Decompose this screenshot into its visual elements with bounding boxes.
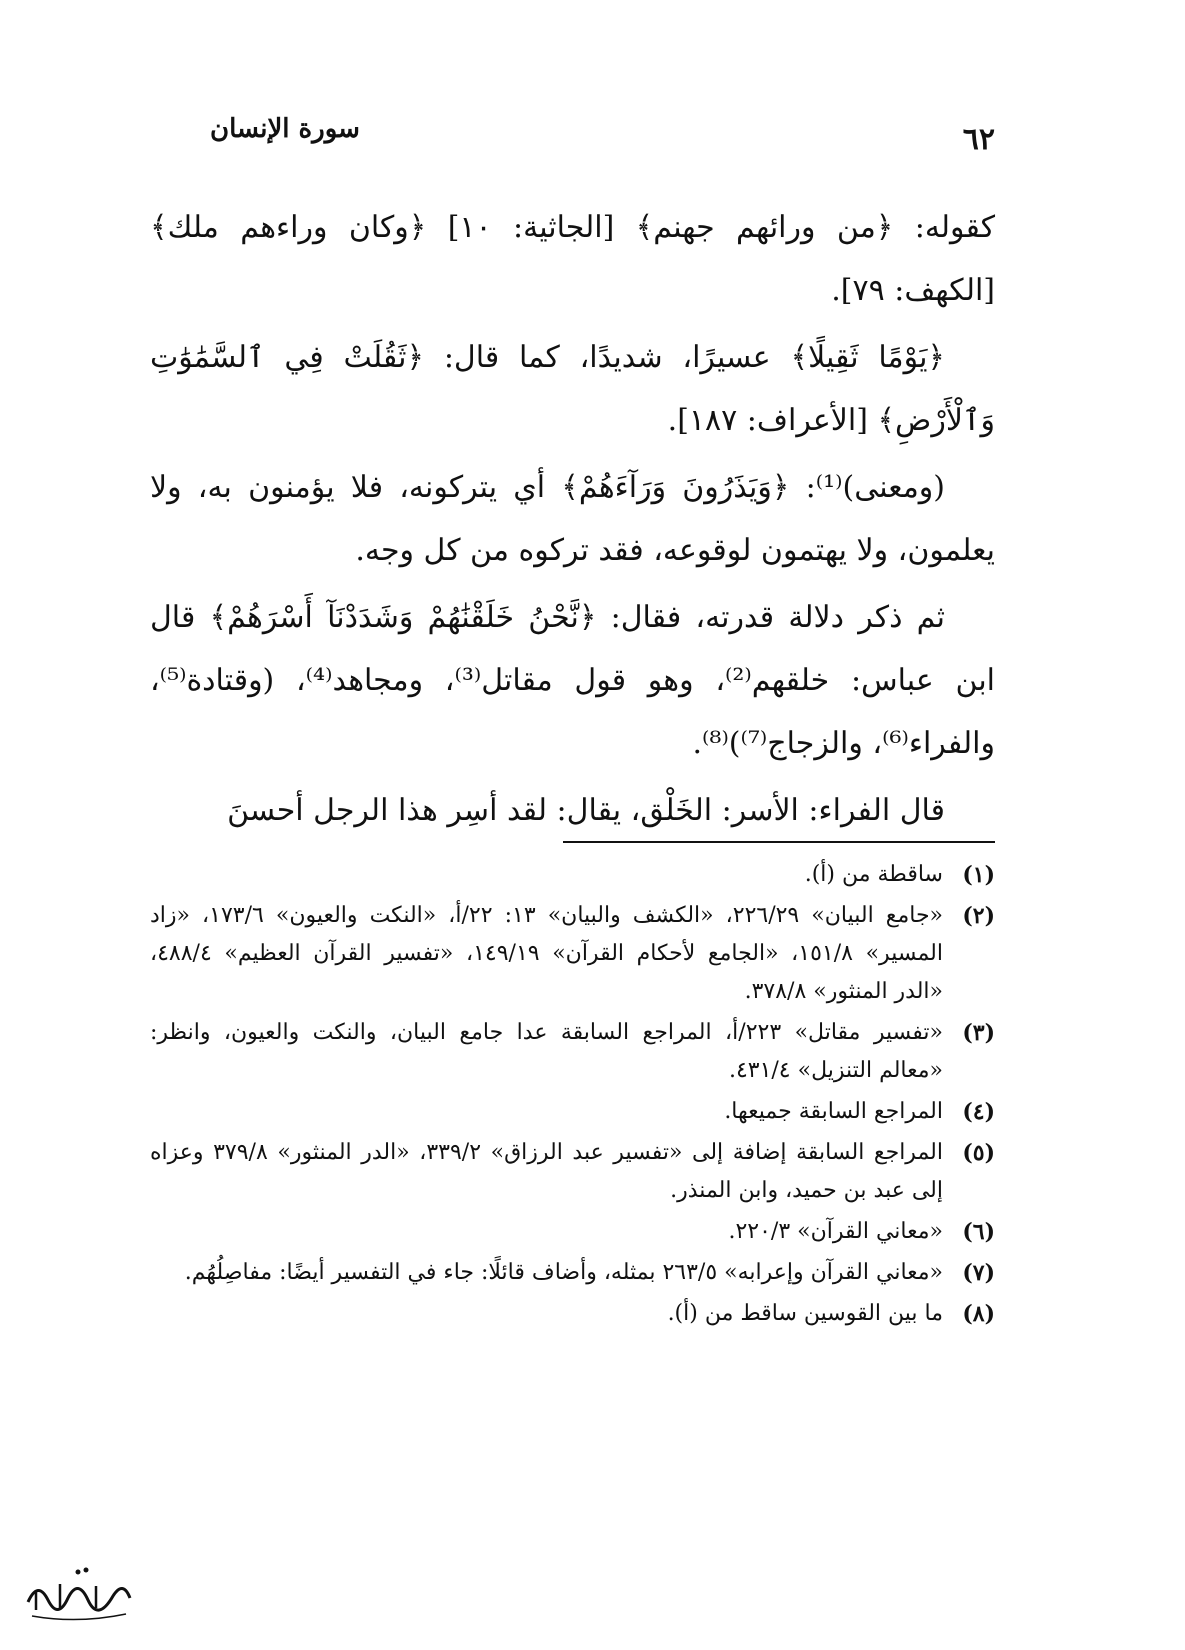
footnote-text: المراجع السابقة جميعها. (724, 1099, 943, 1124)
footnote (150, 1295, 995, 1333)
paragraph: قال الفراء: الأسر: الخَلْق، يقال: لقد أسِر هذا الرجل أحسنَ (227, 793, 945, 828)
paragraph: ثم ذكر دلالة قدرته، فقال: ﴿نَّحْنُ خَلَقْنَٰهُمْ وَشَدَدْنَآ أَسْرَهُمْ﴾ قال ابن عباس: خلقهم⁽²⁾، وهو قول مقاتل⁽³⁾، ومجاهد⁽⁴⁾، (وقتادة⁽⁵⁾، والفراء⁽⁶⁾، والزجاج⁽⁷⁾)⁽⁸⁾. (150, 600, 996, 761)
footnote-text: «تفسير مقاتل» ٢٢٣/أ، المراجع السابقة عدا جامع البيان، والنكت والعيون، وانظر: «معالم التنزيل» ٤٣١/٤. (150, 1020, 943, 1083)
footnote-number: (٥) (962, 1140, 995, 1166)
footnote-number: (١) (962, 862, 995, 888)
footnote-number: (٢) (962, 903, 995, 929)
logo (18, 1550, 138, 1630)
footnote-text: «جامع البيان» ٢٢٦/٢٩، «الكشف والبيان» ١٣: ٢٢/أ، «النكت والعيون» ١٧٣/٦، «زاد المسير» ١٥١/٨، «الجامع لأحكام القرآن» ١٤٩/١٩، «تفسير القرآن العظيم» ٤٨٨/٤، «الدر المنثور» ٣٧٨/٨. (150, 903, 943, 1004)
footnote-number: (٦) (962, 1219, 995, 1245)
paragraph: ﴿يَوْمًا ثَقِيلًا﴾ عسيرًا، شديدًا، كما قال: ﴿ثَقُلَتْ فِي ٱلسَّمَٰوَٰتِ وَٱلْأَرْضِ﴾ [الأعراف: ١٨٧]. (150, 340, 995, 438)
paragraph: (ومعنى)⁽¹⁾: ﴿وَيَذَرُونَ وَرَآءَهُمْ﴾ أي يتركونه، فلا يؤمنون به، ولا يعلمون، ولا يهتمون لوقوعه، فقد تركوه من كل وجه. (150, 470, 995, 568)
footnote (150, 856, 995, 894)
footnotes (150, 856, 995, 1336)
footnote-text: ما بين القوسين ساقط من (أ). (667, 1301, 943, 1326)
footnote-number: (٨) (962, 1301, 995, 1327)
footnote-text: ساقطة من (أ). (804, 862, 943, 887)
footnote (150, 897, 995, 1011)
page-header (150, 112, 995, 162)
footnote-text: «معاني القرآن وإعرابه» ٢٦٣/٥ بمثله، وأضاف قائلًا: جاء في التفسير أيضًا: مفاصِلُهُم. (184, 1260, 943, 1285)
running-title: سورة الإنسان (210, 114, 360, 144)
footnote-text: المراجع السابقة إضافة إلى «تفسير عبد الرزاق» ٣٣٩/٢، «الدر المنثور» ٣٧٩/٨ وعزاه إلى عبد بن حميد، وابن المنذر. (150, 1140, 943, 1203)
footnote (150, 1134, 995, 1210)
footnote (150, 1213, 995, 1251)
footnote-text: «معاني القرآن» ٢٢٠/٣. (728, 1219, 943, 1244)
footnote-number: (٤) (962, 1099, 995, 1125)
page-number: ٦٢ (962, 122, 995, 157)
paragraph: كقوله: ﴿من ورائهم جهنم﴾ [الجاثية: ١٠] ﴿وكان وراءهم ملك﴾ [الكهف: ٧٩]. (150, 210, 996, 308)
footnote (150, 1014, 995, 1090)
footnote-number: (٧) (962, 1260, 995, 1286)
footnote-number: (٣) (962, 1020, 995, 1046)
footnote (150, 1093, 995, 1131)
footnote-divider (563, 841, 995, 843)
main-text (150, 196, 995, 842)
footnote (150, 1254, 995, 1292)
